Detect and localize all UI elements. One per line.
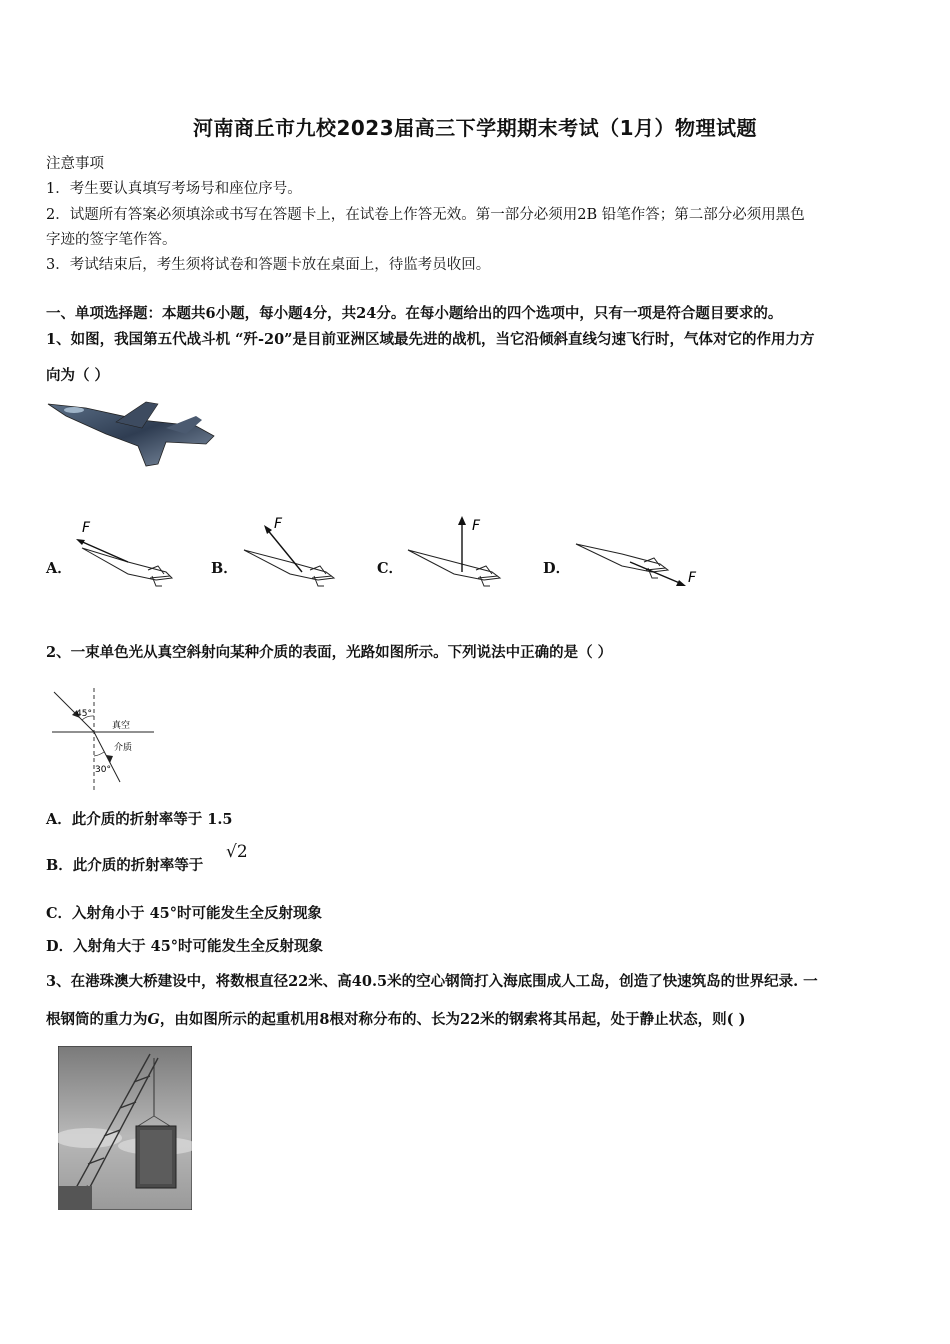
crane-photo <box>58 1046 192 1210</box>
force-label: F <box>688 570 697 586</box>
notice-item: 字迹的签字笔作答。 <box>46 232 177 248</box>
top-medium-label: 真空 <box>112 721 131 731</box>
q2-stem: 2、一束单色光从真空斜射向某种介质的表面，光路如图所示。下列说法中正确的是（ ） <box>46 644 613 661</box>
q2-option-b: B．此介质的折射率等于 <box>46 857 204 874</box>
section-heading: 一、单项选择题：本题共6小题，每小题4分，共24分。在每小题给出的四个选项中，只有一项是符合题目要求的。 <box>46 305 783 322</box>
q1-option-d-figure <box>570 530 706 592</box>
q3-stem-line2: 根钢筒的重力为G，由如图所示的起重机用8根对称分布的、长为22米的钢索将其吊起，处于静止状态，则( ) <box>46 1011 746 1028</box>
q1-stem-line1: 1、如图，我国第五代战斗机 “歼-20”是目前亚洲区域最先进的战机，当它沿倾斜直线匀速飞行时，气体对它的作用力方 <box>46 331 815 348</box>
q2-option-a: A．此介质的折射率等于 1.5 <box>46 811 233 828</box>
force-label: F <box>472 518 481 534</box>
notice-item: 1．考生要认真填写考场号和座位序号。 <box>46 181 302 197</box>
force-label: F <box>82 520 91 536</box>
force-label: F <box>274 516 283 532</box>
fighter-jet-image <box>46 398 218 470</box>
refraction-diagram <box>50 686 160 794</box>
sqrt2-value: √2 <box>226 842 248 862</box>
bottom-medium-label: 介质 <box>114 743 133 753</box>
notice-item: 3．考试结束后，考生须将试卷和答题卡放在桌面上，待监考员收回。 <box>46 257 491 273</box>
q1-option-a-label: A． <box>46 560 72 577</box>
page-title: 河南商丘市九校2023届高三下学期期末考试（1月）物理试题 <box>192 116 758 140</box>
notice-item: 2．试题所有答案必须填涂或书写在答题卡上，在试卷上作答无效。第一部分必须用2B 铅笔作答；第二部分必须用黑色 <box>46 207 805 223</box>
notice-heading: 注意事项 <box>46 156 104 172</box>
q1-option-c-figure <box>400 510 512 594</box>
q1-option-c-label: C． <box>377 560 404 577</box>
q2-option-c: C．入射角小于 45°时可能发生全反射现象 <box>46 905 323 922</box>
q1-option-d-label: D． <box>543 560 571 577</box>
q3-stem-line1: 3、在港珠澳大桥建设中，将数根直径22米、高40.5米的空心钢筒打入海底围成人工岛，创造了快速筑岛的世界纪录. 一 <box>46 973 818 990</box>
q1-stem-line2: 向为（ ） <box>46 367 110 384</box>
angle-out-label: 30° <box>95 765 111 775</box>
q1-option-b-label: B． <box>211 560 238 577</box>
q1-option-b-figure <box>238 510 344 594</box>
angle-in-label: 45° <box>76 709 92 719</box>
q2-option-d: D．入射角大于 45°时可能发生全反射现象 <box>46 938 324 955</box>
q1-option-a-figure <box>68 516 180 594</box>
